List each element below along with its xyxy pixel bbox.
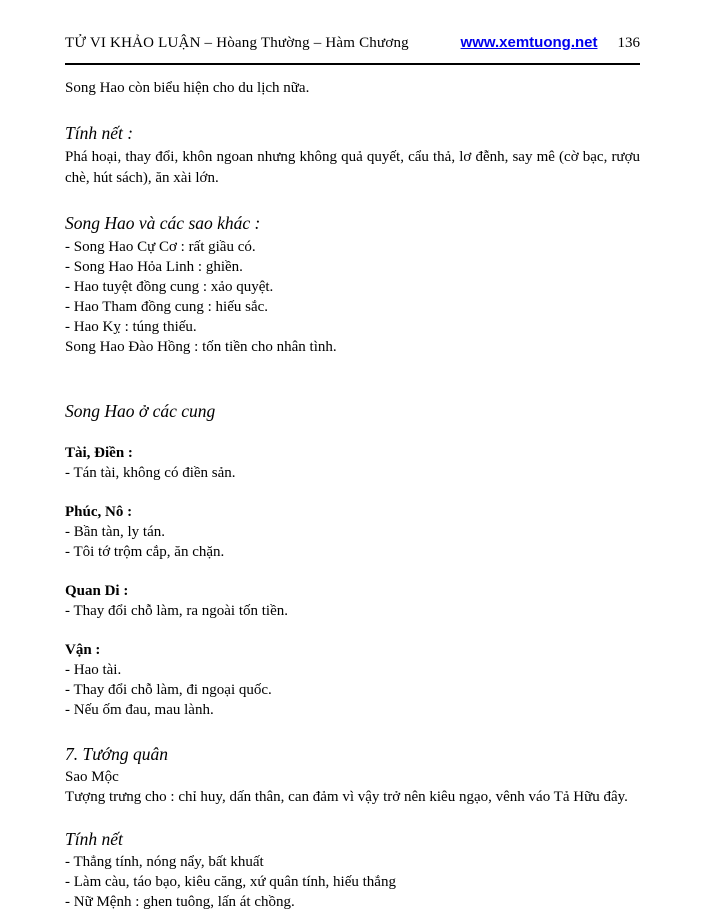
- subsection-label-quan-di: Quan Di :: [65, 583, 129, 599]
- tuong-quan-star: Sao Mộc: [65, 769, 119, 785]
- list-item: - Hao tài.: [65, 662, 122, 678]
- subsection-label-tai-dien: Tài, Điền :: [65, 445, 133, 461]
- section-heading-tinh-net-1: Tính nết :: [65, 123, 134, 143]
- header-right: [461, 34, 640, 52]
- section-heading-tuong-quan: 7. Tướng quân: [65, 744, 168, 764]
- tinh-net-paragraph: Phá hoại, thay đổi, khôn ngoan nhưng không quả quyết, cẩu thả, lơ đễnh, say mê (cờ bạc, rượu chè, hút sách), ăn xài lớn.: [65, 149, 640, 186]
- list-item: - Thẳng tính, nóng nẩy, bất khuất: [65, 854, 264, 870]
- list-item: - Tôi tớ trộm cắp, ăn chặn.: [65, 544, 225, 560]
- section-heading-sao-khac: Song Hao và các sao khác :: [65, 213, 261, 233]
- page-header: [65, 34, 640, 65]
- list-item: - Thay đổi chỗ làm, đi ngoại quốc.: [65, 682, 272, 698]
- list-item: Song Hao Đào Hồng : tốn tiền cho nhân tình.: [65, 339, 337, 355]
- list-item: - Bần tàn, ly tán.: [65, 524, 165, 540]
- page-number: 136: [617, 35, 640, 51]
- list-item: - Hao Kỵ : túng thiếu.: [65, 319, 197, 335]
- list-item: - Nếu ốm đau, mau lành.: [65, 702, 214, 718]
- section-heading-cac-cung: Song Hao ở các cung: [65, 401, 216, 421]
- list-item: - Thay đổi chỗ làm, ra ngoài tốn tiền.: [65, 603, 289, 619]
- website-link[interactable]: www.xemtuong.net: [460, 34, 598, 51]
- list-item: - Tán tài, không có điền sản.: [65, 465, 236, 481]
- list-item: - Song Hao Cự Cơ : rất giầu có.: [65, 239, 256, 255]
- section-heading-tinh-net-2: Tính nết: [65, 829, 123, 849]
- intro-paragraph: Song Hao còn biểu hiện cho du lịch nữa.: [65, 80, 310, 96]
- book-title: TỬ VI KHẢO LUẬN – Hòang Thường – Hàm Chương: [65, 35, 409, 51]
- list-item: - Hao Tham đồng cung : hiếu sắc.: [65, 299, 269, 315]
- tuong-quan-description: Tượng trưng cho : chỉ huy, dấn thân, can đảm vì vậy trở nên kiêu ngạo, vênh váo Tả Hữu đây.: [65, 789, 628, 805]
- subsection-label-phuc-no: Phúc, Nô :: [65, 504, 133, 520]
- list-item: - Làm càu, táo bạo, kiêu căng, xứ quân tính, hiếu thắng: [65, 874, 396, 890]
- list-item: - Song Hao Hỏa Linh : ghiền.: [65, 259, 243, 275]
- list-item: - Nữ Mệnh : ghen tuông, lấn át chồng.: [65, 894, 295, 910]
- subsection-label-van: Vận :: [65, 642, 101, 658]
- list-item: - Hao tuyệt đồng cung : xảo quyệt.: [65, 279, 274, 295]
